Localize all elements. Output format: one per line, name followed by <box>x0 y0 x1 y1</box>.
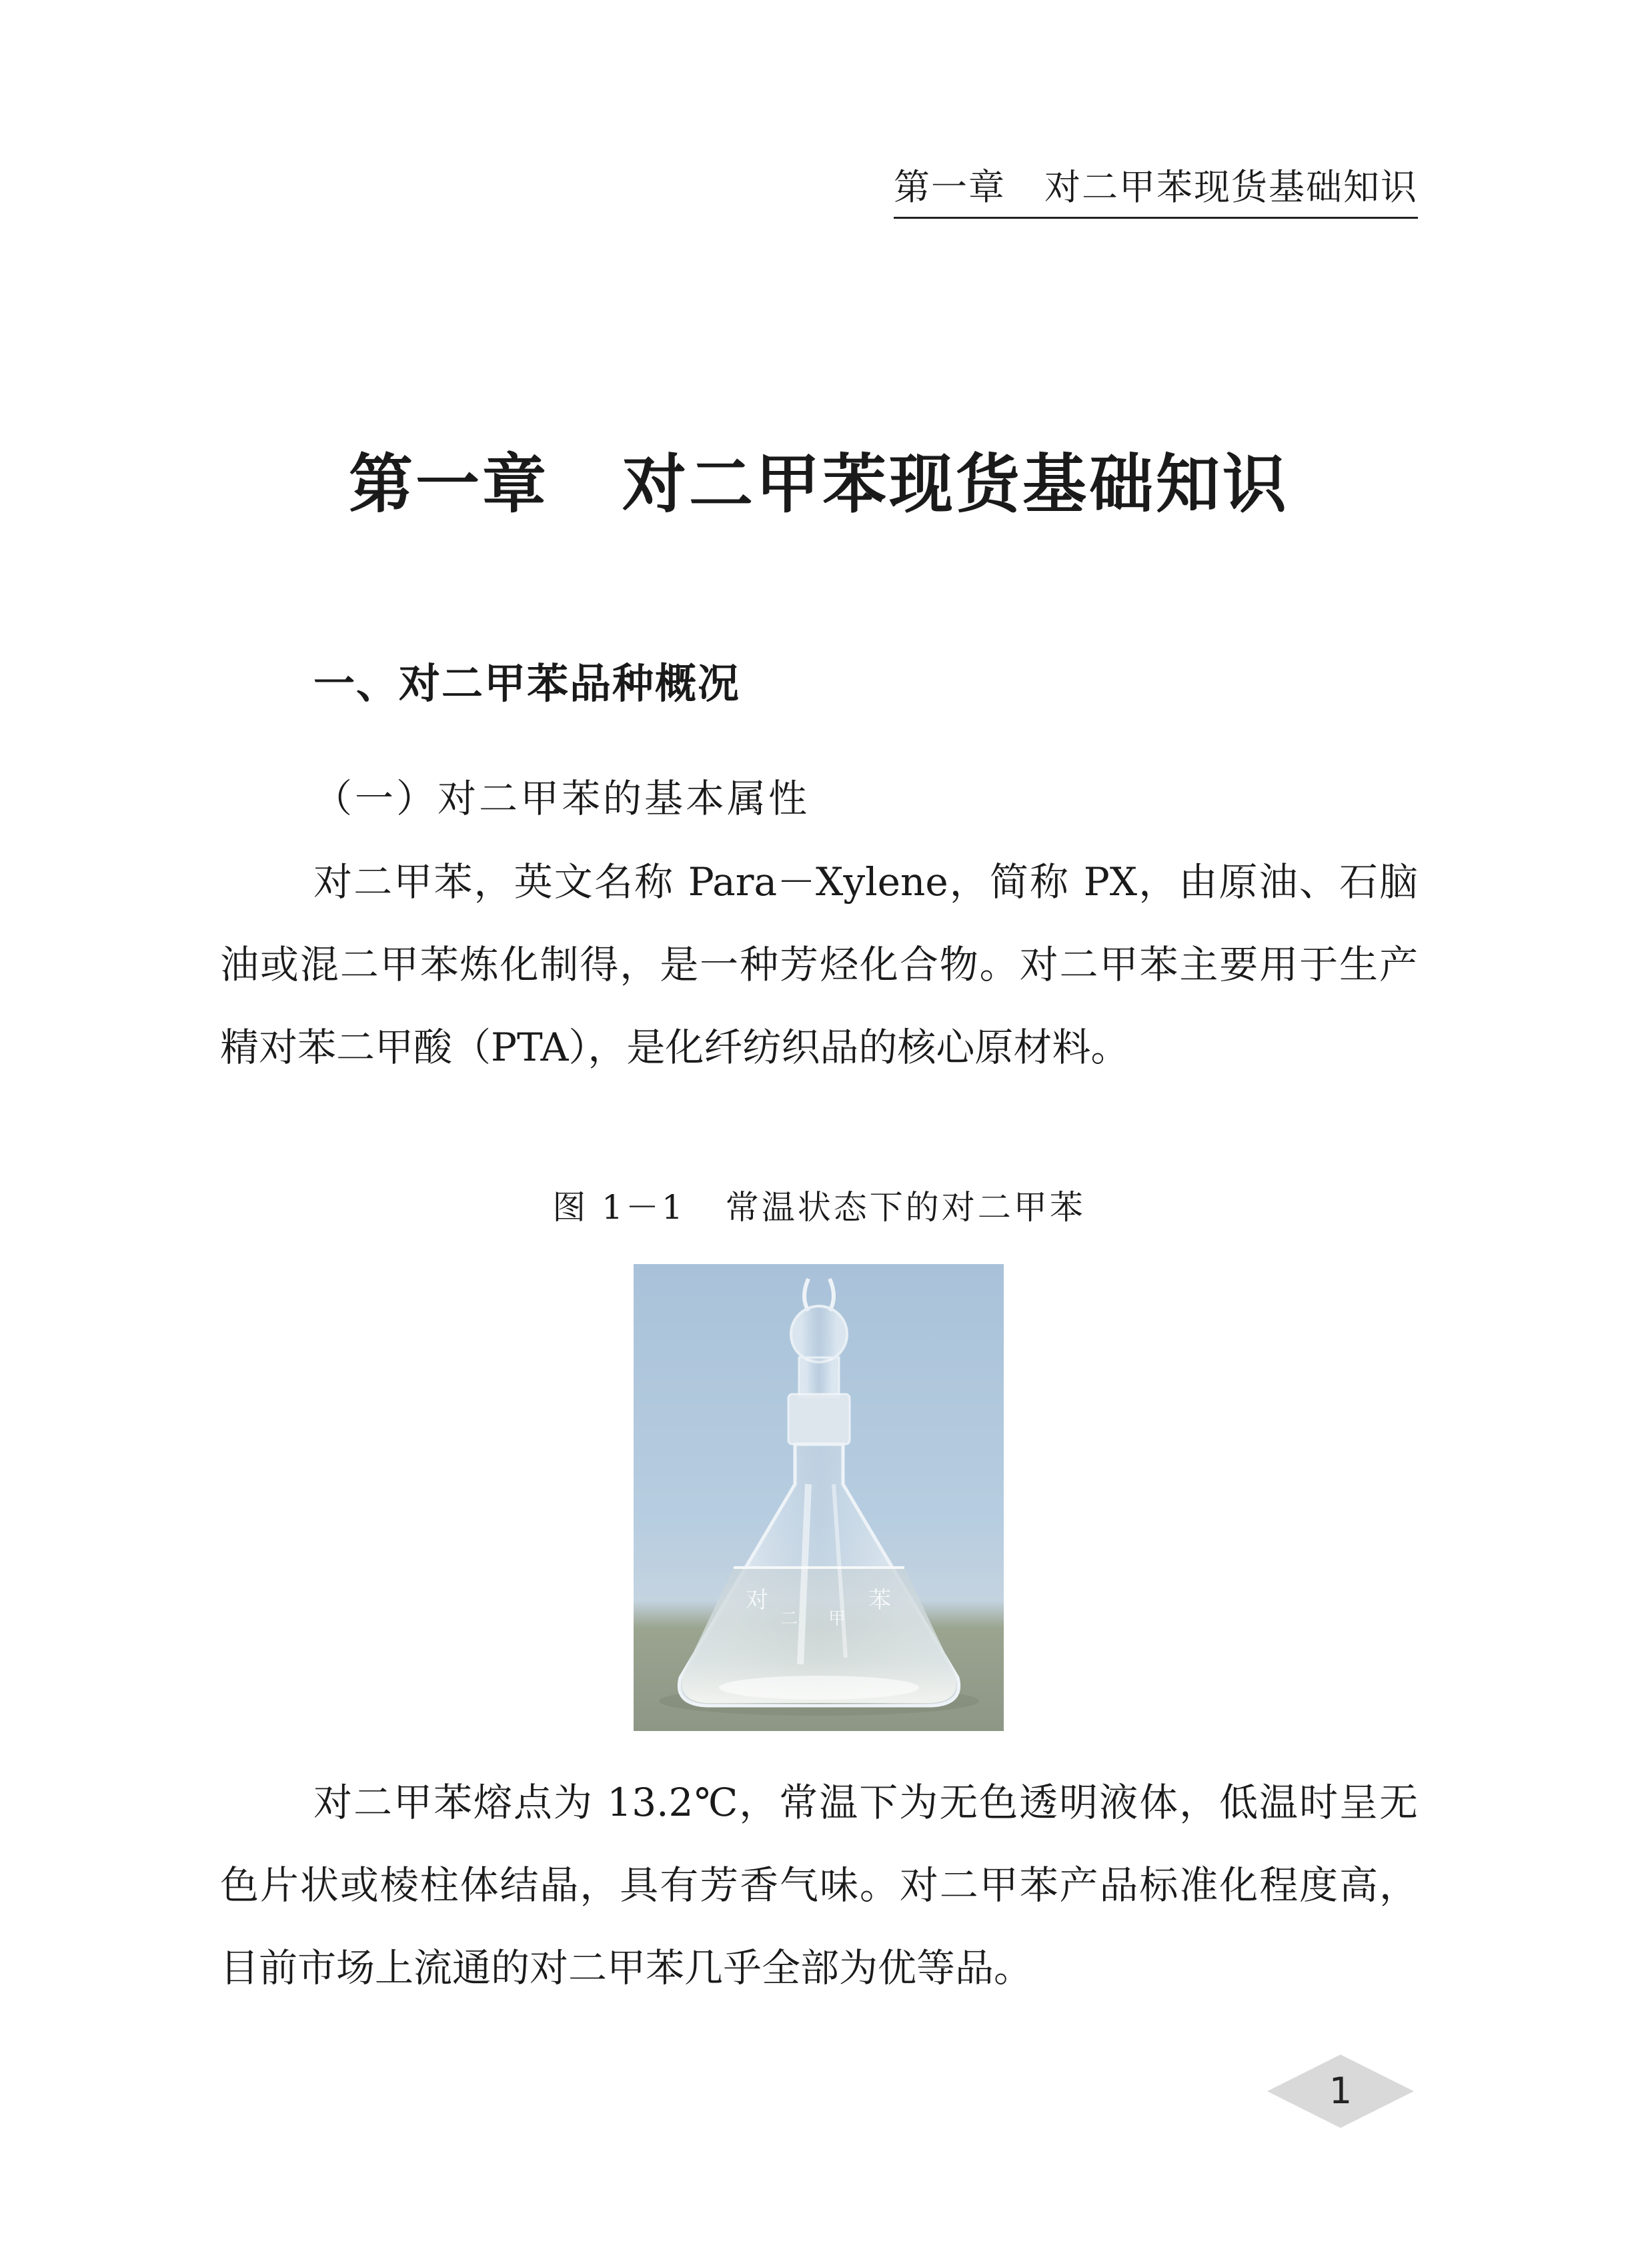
chapter-title-label: 第一章 <box>349 446 549 522</box>
section-heading: 一、对二甲苯品种概况 <box>313 659 741 708</box>
flask-label-char-3: 甲 <box>828 1609 846 1629</box>
flask-label-char-1: 对 <box>746 1587 768 1614</box>
body-paragraph-2: 对二甲苯熔点为 13.2℃，常温下为无色透明液体，低温时呈无色片状或棱柱体结晶，具有芳香气味。对二甲苯产品标准化程度高，目前市场上流通的对二甲苯几乎全部为优等品。 <box>220 1780 1418 1991</box>
figure-caption <box>0 1181 1638 1229</box>
figure-caption-text: 常温状态下的对二甲苯 <box>725 1188 1086 1227</box>
running-header <box>894 159 1418 219</box>
chapter-title <box>0 434 1638 525</box>
page-number: 1 <box>1329 2070 1353 2112</box>
flask-photo <box>634 1264 1004 1731</box>
subsection-heading: （一）对二甲苯的基本属性 <box>313 776 810 821</box>
figure-number: 图 1－1 <box>552 1188 686 1227</box>
flask-label-char-2: 二 <box>780 1609 798 1629</box>
chapter-title-name: 对二甲苯现货基础知识 <box>622 446 1289 522</box>
erlenmeyer-flask-illustration <box>634 1264 1004 1731</box>
running-header-chapter-name: 对二甲苯现货基础知识 <box>1044 166 1418 208</box>
running-header-chapter-label: 第一章 <box>894 166 1006 208</box>
body-paragraph-1: 对二甲苯，英文名称 Para－Xylene，简称 PX，由原油、石脑油或混二甲苯炼化制得，是一种芳烃化合物。对二甲苯主要用于生产精对苯二甲酸（PTA），是化纤纺织品的核心原材料。 <box>220 859 1418 1070</box>
flask-label-char-4: 苯 <box>868 1587 891 1614</box>
